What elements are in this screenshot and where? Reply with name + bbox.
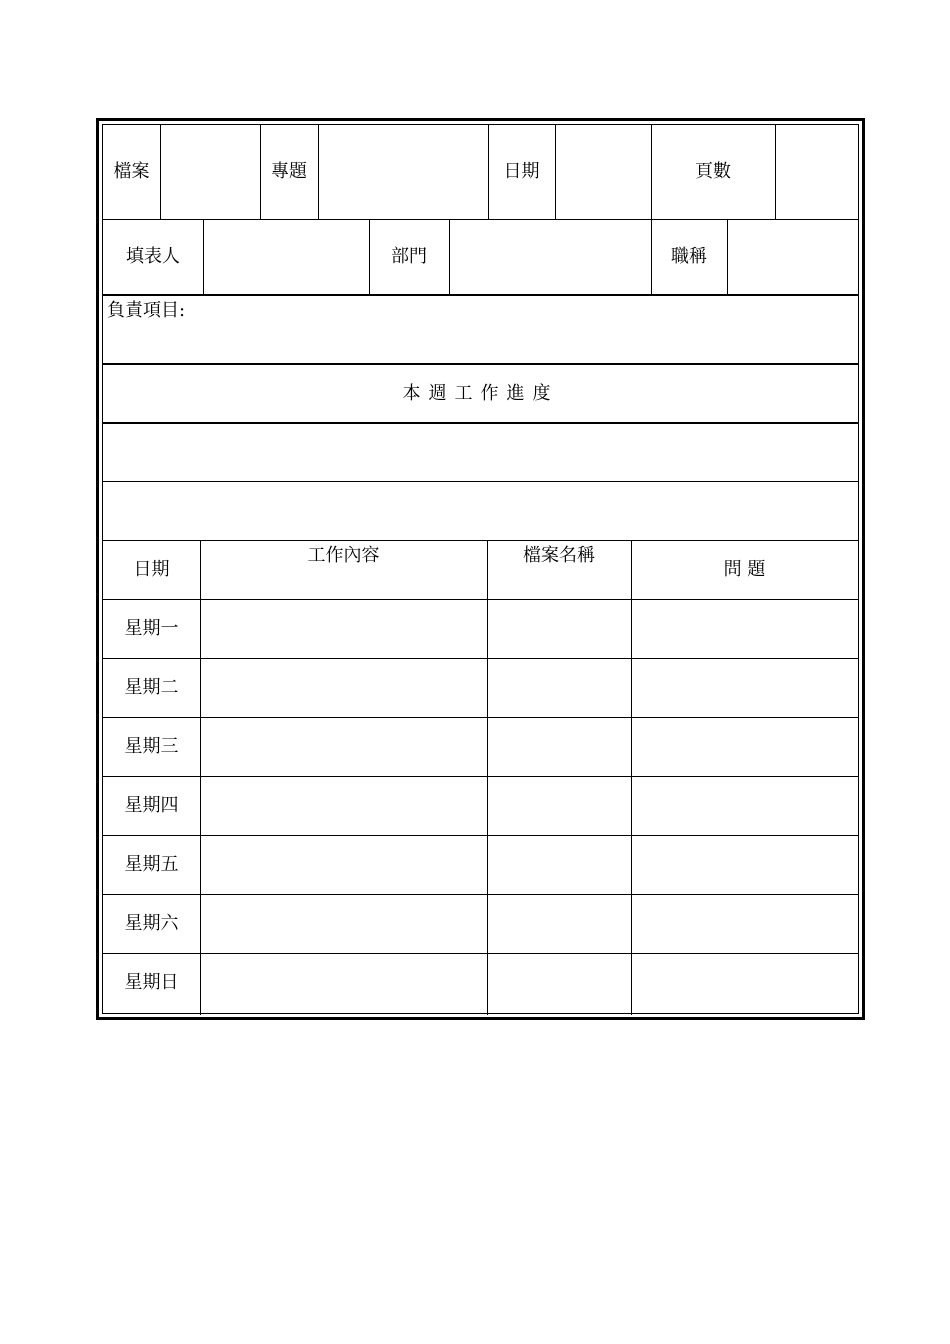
pages-label: 頁數 xyxy=(695,161,731,182)
responsible-items-label: 負責項目: xyxy=(107,300,186,321)
file-label: 檔案 xyxy=(113,161,150,182)
filler-value-cell[interactable] xyxy=(203,220,369,294)
topic-label: 專題 xyxy=(271,161,307,182)
pages-value-cell[interactable] xyxy=(775,125,858,219)
weekly-report-form xyxy=(96,118,865,1020)
dept-value-cell[interactable] xyxy=(449,220,651,294)
job-title-label: 職稱 xyxy=(671,246,707,267)
blank-row-1[interactable] xyxy=(103,424,858,481)
date-label: 日期 xyxy=(503,161,540,182)
day-label-sun: 星期日 xyxy=(124,972,179,993)
day-label-thu: 星期四 xyxy=(124,795,179,816)
header-file-name: 檔案名稱 xyxy=(523,545,595,566)
topic-value-cell[interactable] xyxy=(318,125,488,219)
day-label-mon: 星期一 xyxy=(124,618,179,639)
form-inner-border xyxy=(102,124,859,1014)
blank-row-2[interactable] xyxy=(103,482,858,540)
filler-label: 填表人 xyxy=(126,246,180,267)
header-work-content: 工作內容 xyxy=(307,545,380,566)
responsible-items-field[interactable] xyxy=(103,320,858,363)
file-value-cell[interactable] xyxy=(160,125,260,219)
progress-title: 本週工作進度 xyxy=(402,382,559,404)
date-value-cell[interactable] xyxy=(555,125,651,219)
job-title-value-cell[interactable] xyxy=(727,220,858,294)
day-label-sat: 星期六 xyxy=(124,913,179,934)
dept-label: 部門 xyxy=(391,246,427,267)
header-date: 日期 xyxy=(133,559,170,580)
header-issues: 問 題 xyxy=(723,559,766,580)
day-label-wed: 星期三 xyxy=(124,736,179,757)
day-label-tue: 星期二 xyxy=(124,677,179,698)
day-label-fri: 星期五 xyxy=(124,854,179,875)
